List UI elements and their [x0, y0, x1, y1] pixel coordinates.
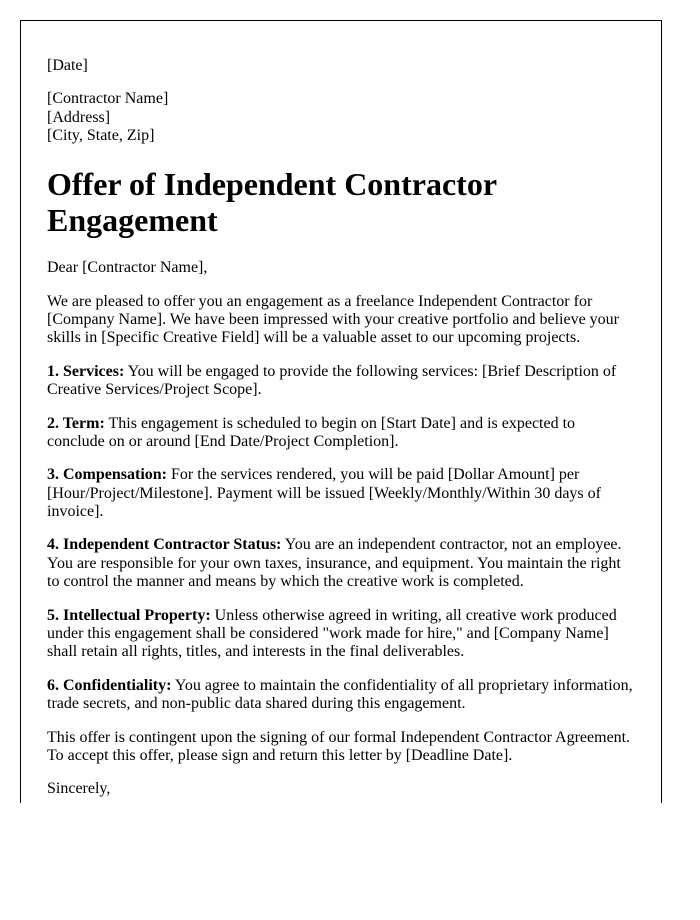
- section-compensation-label: 3. Compensation:: [47, 466, 168, 484]
- recipient-address: [Address]: [47, 108, 111, 126]
- section-compensation-text: For the services rendered, you will be paid [Dollar Amount] per [Hour/Project/Milestone]. Payment will be issued [Weekly/Monthly/Within 30 days of invoice].: [47, 466, 601, 521]
- section-intellectual-property-label: 5. Intellectual Property:: [47, 606, 211, 624]
- section-confidentiality-label: 6. Confidentiality:: [47, 676, 172, 694]
- recipient-block: [47, 90, 635, 145]
- date-line: [Date]: [47, 57, 88, 74]
- section-contractor-status: [47, 536, 635, 591]
- section-contractor-status-text: You are an independent contractor, not an employee. You are responsible for your own taxes, insurance, and equipment. You maintain the right to control the manner and means by which the creative work is completed.: [47, 536, 622, 591]
- intro-paragraph: We are pleased to offer you an engagement as a freelance Independent Contractor for [Company Name]. We have been impressed with your creative portfolio and believe your skills in [Specific Creative Field] will be a valuable asset to our upcoming projects.: [47, 292, 620, 347]
- salutation: Dear [Contractor Name],: [47, 259, 208, 277]
- letter-title: Offer of Independent Contractor Engagement: [47, 165, 497, 239]
- section-services-label: 1. Services:: [47, 362, 125, 380]
- recipient-name: [Contractor Name]: [47, 90, 169, 108]
- section-term-text: This engagement is scheduled to begin on [Start Date] and is expected to conclude on or around [End Date/Project Completion].: [47, 414, 576, 450]
- section-services: [47, 363, 635, 400]
- section-term: [47, 415, 635, 452]
- section-services-text: You will be engaged to provide the following services: [Brief Description of Creative Services/Project Scope].: [47, 362, 617, 399]
- section-intellectual-property: [47, 607, 635, 662]
- closing-paragraph: This offer is contingent upon the signing of our formal Independent Contractor Agreement. To accept this offer, please sign and return this letter by [Deadline Date].: [47, 728, 631, 764]
- section-term-label: 2. Term:: [47, 414, 105, 432]
- section-intellectual-property-text: Unless otherwise agreed in writing, all creative work produced under this engagement shall be considered "work made for hire," and [Company Name] shall retain all rights, titles, and interests in the final deliverables.: [47, 606, 617, 661]
- contractor-offer-letter: [20, 20, 662, 803]
- signoff: Sincerely,: [47, 780, 111, 798]
- section-compensation: [47, 466, 635, 521]
- section-confidentiality-text: You agree to maintain the confidentiality of all proprietary information, trade secrets, and non-public data shared during this engagement.: [47, 676, 633, 713]
- recipient-city-state-zip: [City, State, Zip]: [47, 127, 155, 145]
- section-confidentiality: [47, 677, 635, 714]
- section-contractor-status-label: 4. Independent Contractor Status:: [47, 536, 282, 554]
